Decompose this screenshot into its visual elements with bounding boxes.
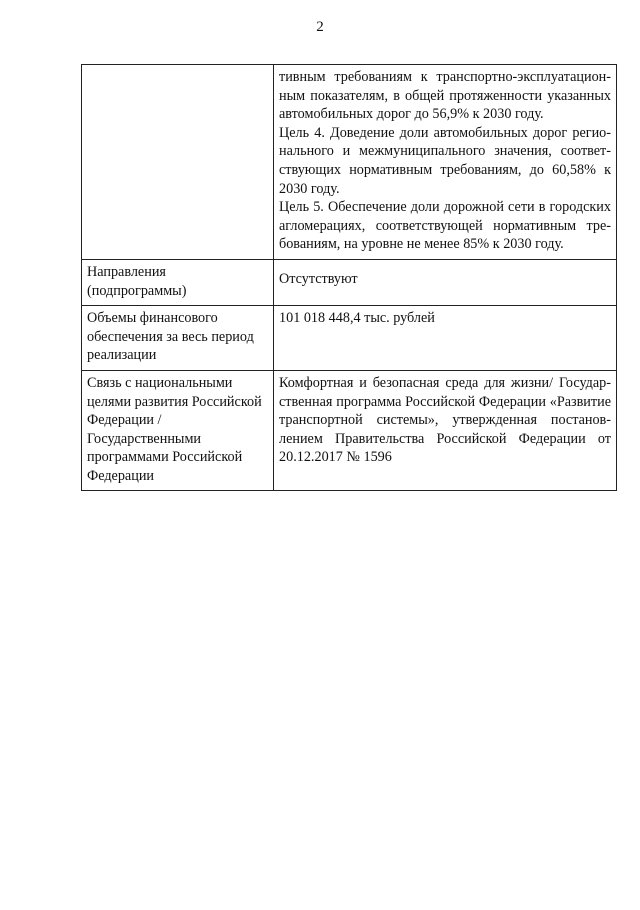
goal-4-text: Цель 4. Доведение доли автомобильных дорог регионального и межмуниципального значения, соответствующих нормативным требованиям, до 60,58% к 2030 году.: [279, 124, 611, 197]
row-value-subprograms: Отсутствуют: [274, 259, 617, 305]
table-row-financing: [82, 306, 617, 371]
row-label-financing: Объемы финансового обеспечения за весь период реализации: [82, 306, 274, 371]
row-value-goals: [274, 65, 617, 260]
table-row-national-goals: [82, 370, 617, 491]
row-label-national-goals: Связь с национальными целями развития Российской Федерации / Государственными программами Российской Федерации: [82, 370, 274, 491]
goal-continuation-text: тивным требованиям к транспортно-эксплуатационным показателям, в общей протяженности указанных автомобильных дорог до 56,9% к 2030 году.: [279, 69, 611, 123]
row-value-financing: 101 018 448,4 тыс. рублей: [274, 306, 617, 371]
table-row-goals: [82, 65, 617, 260]
row-label-subprograms: Направления (подпрограммы): [82, 259, 274, 305]
row-label-goals: [82, 65, 274, 260]
goal-5-text: Цель 5. Обеспечение доли дорожной сети в городских агломерациях, соответствующей нормативным требованиям, на уровне не менее 85% к 2030 году.: [279, 199, 611, 253]
table-row-subprograms: [82, 259, 617, 305]
row-value-national-goals: Комфортная и безопасная среда для жизни/ Государственная программа Российской Федерации «Развитие транспортной системы», утвержденная постановлением Правительства Российской Федерации от 20.12.2017 № 1596: [274, 370, 617, 491]
program-passport-table: [81, 64, 617, 491]
page-number: 2: [316, 19, 324, 35]
